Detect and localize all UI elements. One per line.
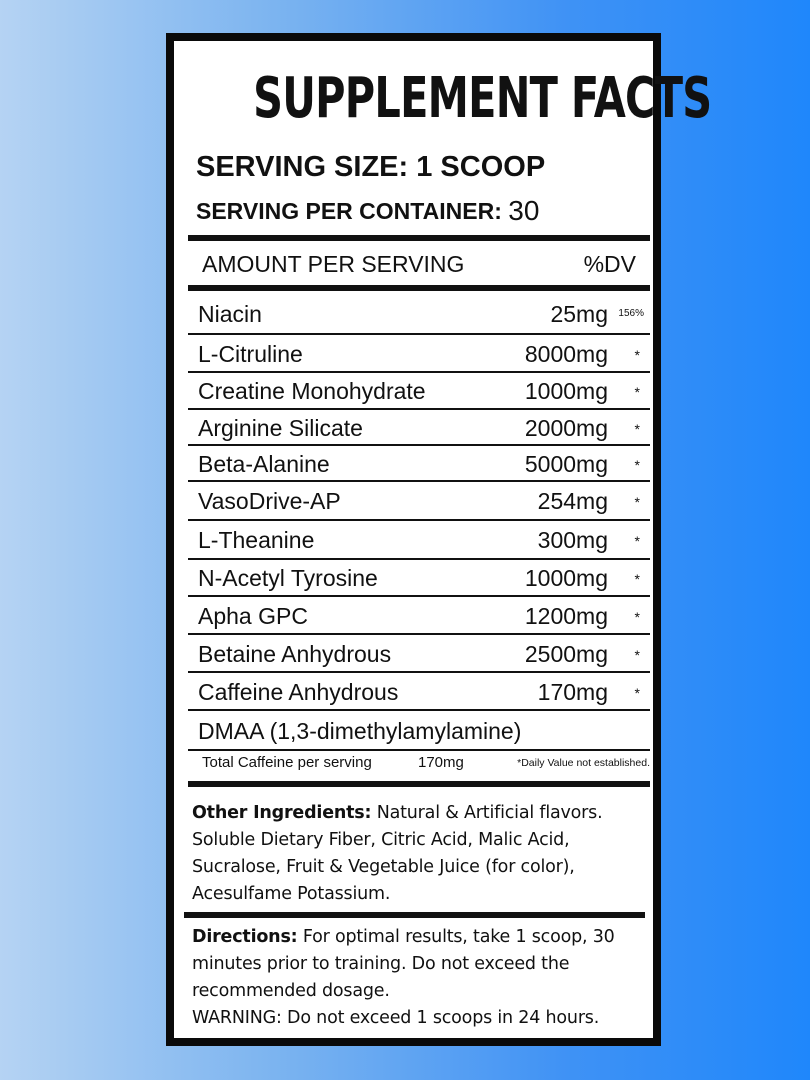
ingredient-row (188, 635, 650, 673)
directions-heading: Directions: (192, 927, 298, 947)
servings-per-container (196, 194, 539, 226)
other-ingredients (192, 800, 652, 908)
thick-divider (184, 912, 645, 918)
ingredient-dv: * (634, 647, 640, 663)
directions-text: For optimal results, take 1 scoop, 30 minutes prior to training. Do not exceed the recommended dosage. (192, 927, 615, 1001)
ingredient-amount: 300mg (537, 527, 608, 553)
ingredient-row (188, 335, 650, 373)
ingredient-name: Beta-Alanine (198, 451, 330, 477)
ingredient-row (188, 597, 650, 635)
dv-header: %DV (583, 251, 636, 277)
ingredient-name: L-Citruline (198, 341, 303, 367)
ingredient-name: DMAA (1,3-dimethylamylamine) (198, 718, 522, 744)
total-caffeine-label: Total Caffeine per serving (202, 754, 372, 771)
servings-per-container-label: SERVING PER CONTAINER: (196, 198, 502, 224)
ingredient-amount: 1200mg (524, 603, 608, 629)
ingredient-row (188, 560, 650, 597)
ingredient-amount: 8000mg (524, 341, 608, 367)
ingredient-name: Niacin (198, 301, 262, 327)
ingredient-row (188, 410, 650, 446)
ingredient-dv: * (634, 384, 640, 400)
ingredient-amount: 25mg (550, 301, 608, 327)
ingredient-dv: * (634, 571, 640, 587)
ingredient-row (188, 446, 650, 482)
thick-divider (188, 781, 650, 787)
ingredient-row (188, 482, 650, 521)
amount-per-serving-label: AMOUNT PER SERVING (202, 251, 465, 277)
ingredient-dv: * (634, 457, 640, 473)
warning-text: WARNING: Do not exceed 1 scoops in 24 hours. (192, 1008, 600, 1028)
directions (192, 924, 652, 1032)
ingredient-dv: * (634, 533, 640, 549)
thick-divider (188, 285, 650, 291)
total-caffeine-value: 170mg (418, 754, 464, 771)
ingredient-name: Betaine Anhydrous (198, 641, 392, 667)
daily-value-note: *Daily Value not established. (517, 757, 650, 769)
ingredient-name: Apha GPC (198, 603, 308, 629)
ingredient-row (188, 373, 650, 410)
ingredient-row (188, 673, 650, 711)
label-title: SUPPLEMENT FACTS (253, 66, 712, 131)
ingredient-name: Creatine Monohydrate (198, 378, 426, 404)
ingredient-amount: 2000mg (524, 415, 608, 441)
ingredient-amount: 170mg (537, 679, 608, 705)
ingredient-amount: 1000mg (524, 378, 608, 404)
ingredient-row (188, 711, 650, 751)
ingredient-name: VasoDrive-AP (198, 488, 341, 514)
ingredient-row (188, 293, 650, 335)
ingredient-name: L-Theanine (198, 527, 315, 553)
ingredient-amount: 1000mg (524, 565, 608, 591)
ingredient-dv: * (634, 685, 640, 701)
ingredient-dv: * (634, 347, 640, 363)
serving-size: SERVING SIZE: 1 SCOOP (196, 151, 546, 183)
ingredient-dv: * (634, 609, 640, 625)
ingredient-row (188, 521, 650, 560)
ingredient-dv: 156% (618, 308, 644, 319)
ingredient-amount: 2500mg (524, 641, 608, 667)
servings-per-container-value: 30 (508, 195, 540, 226)
other-ingredients-text: Natural & Artificial flavors. Soluble Dietary Fiber, Citric Acid, Malic Acid, Sucralose, Fruit & Vegetable Juice (for color), Acesulfame Potassium. (192, 803, 603, 904)
ingredient-name: Caffeine Anhydrous (198, 679, 399, 705)
ingredient-dv: * (634, 494, 640, 510)
ingredient-dv: * (634, 421, 640, 437)
supplement-facts-label (166, 33, 712, 1046)
ingredient-amount: 254mg (537, 488, 608, 514)
other-ingredients-heading: Other Ingredients: (192, 803, 372, 823)
ingredient-name: N-Acetyl Tyrosine (198, 565, 378, 591)
ingredient-amount: 5000mg (524, 451, 608, 477)
row-divider (188, 749, 650, 751)
amount-per-serving-header (188, 241, 650, 285)
ingredient-name: Arginine Silicate (198, 415, 363, 441)
